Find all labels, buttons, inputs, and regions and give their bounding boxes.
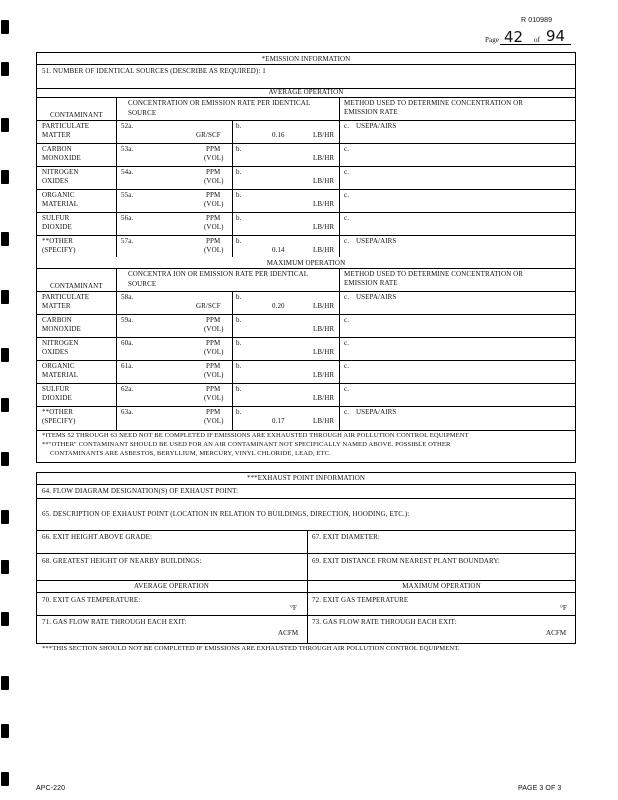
item-number: 58a. <box>121 293 134 301</box>
unit-lower: (VOL) <box>204 417 224 425</box>
method-value: USEPA/AIRS <box>356 122 397 130</box>
question-71: 71. GAS FLOW RATE THROUGH EACH EXIT: <box>42 618 187 626</box>
unit-upper: PPM <box>206 168 221 176</box>
header-emission-rate-avg: EMISSION RATE <box>344 108 398 116</box>
header-conc-max: CONCENTRA ION OR EMISSION RATE PER IDENTICAL <box>128 270 309 278</box>
rule <box>36 530 576 531</box>
binder-hole <box>1 452 9 466</box>
unit-upper: PPM <box>206 385 221 393</box>
page-number: 42 <box>504 28 524 46</box>
contaminant-name-line2: (SPECIFY) <box>42 246 76 254</box>
binder-hole <box>1 62 9 76</box>
unit-lower: (VOL) <box>204 394 224 402</box>
contaminant-name: PARTICULATE <box>42 122 90 130</box>
header-contaminant-avg: CONTAMINANT <box>50 111 103 119</box>
item-number: 54a. <box>121 168 134 176</box>
question-51: 51. NUMBER OF IDENTICAL SOURCES (DESCRIBE AS REQUIRED): 1 <box>42 67 266 75</box>
header-source-max: SOURCE <box>128 280 157 288</box>
field-c-label: c. <box>344 339 350 347</box>
contaminant-name-line2: OXIDES <box>42 348 69 356</box>
binder-hole <box>1 232 9 246</box>
lb-per-hr-unit: LB/HR <box>313 200 335 208</box>
lb-per-hr-unit: LB/HR <box>313 223 335 231</box>
unit-lower: (VOL) <box>204 246 224 254</box>
unit-upper: PPM <box>206 316 221 324</box>
rule <box>36 97 576 98</box>
rule <box>36 592 576 593</box>
rule <box>36 291 576 292</box>
rule <box>36 360 576 361</box>
page-label: Page <box>485 36 500 44</box>
question-70: 70. EXIT GAS TEMPERATURE: <box>42 596 141 604</box>
rule <box>36 430 576 431</box>
contaminant-name-line2: OXIDES <box>42 177 69 185</box>
contaminant-name: SULFUR <box>42 385 70 393</box>
unit-upper: PPM <box>206 237 221 245</box>
note-exhaust-section: ***THIS SECTION SHOULD NOT BE COMPLETED IF EMISSIONS ARE EXHAUSTED THROUGH AIR POLLUTION CONTROL EQUIPMENT. <box>42 645 460 652</box>
exhaust-title: ***EXHAUST POINT INFORMATION <box>246 474 366 482</box>
binder-hole <box>1 772 9 786</box>
lb-per-hr-unit: LB/HR <box>313 302 335 310</box>
field-b-label: b. <box>236 168 242 176</box>
field-c-label: c. <box>344 408 350 416</box>
rule <box>36 268 576 269</box>
contaminant-name-line2: MONOXIDE <box>42 325 81 333</box>
contaminant-name: CARBON <box>42 316 72 324</box>
unit-upper: PPM <box>206 408 221 416</box>
contaminant-name: NITROGEN <box>42 168 79 176</box>
average-operation-title: AVERAGE OPERATION <box>268 88 344 96</box>
contaminant-name-line2: DIOXIDE <box>42 223 72 231</box>
rule <box>36 383 576 384</box>
rule <box>36 189 576 190</box>
header-conc-avg: CONCENTRATION OR EMISSION RATE PER IDENTICAL <box>128 99 311 107</box>
field-c-label: c. <box>344 385 350 393</box>
rule <box>36 484 576 485</box>
lb-per-hr-unit: LB/HR <box>313 325 335 333</box>
lb-per-hr-unit: LB/HR <box>313 417 335 425</box>
field-b-label: b. <box>236 408 242 416</box>
acfm-max: ACFM <box>546 629 567 637</box>
unit-lower: (VOL) <box>204 177 224 185</box>
unit-lower: (VOL) <box>204 154 224 162</box>
field-b-label: b. <box>236 214 242 222</box>
contaminant-name-line2: MONOXIDE <box>42 154 81 162</box>
field-b-label: b. <box>236 122 242 130</box>
question-66: 66. EXIT HEIGHT ABOVE GRADE: <box>42 533 153 541</box>
contaminant-name-line2: (SPECIFY) <box>42 417 76 425</box>
question-65: 65. DESCRIPTION OF EXHAUST POINT (LOCATION IN RELATION TO BUILDINGS, DIRECTION, HOODING, ETC.): <box>42 510 410 518</box>
rule <box>36 64 576 65</box>
field-b-label: b. <box>236 293 242 301</box>
field-b-label: b. <box>236 385 242 393</box>
unit-lower: GR/SCF <box>196 302 221 310</box>
header-emission-rate-max: EMISSION RATE <box>344 279 398 287</box>
item-number: 52a. <box>121 122 134 130</box>
contaminant-name-line2: MATTER <box>42 131 71 139</box>
method-value: USEPA/AIRS <box>356 408 397 416</box>
question-72: 72. EXIT GAS TEMPERATURE <box>312 596 409 604</box>
contaminant-name: NITROGEN <box>42 339 79 347</box>
field-b-label: b. <box>236 339 242 347</box>
contaminant-name-line2: MATTER <box>42 302 71 310</box>
field-c-label: c. <box>344 168 350 176</box>
field-b-value: 0.16 <box>272 131 285 139</box>
unit-upper: PPM <box>206 339 221 347</box>
degrees-f-avg: °F <box>290 604 297 612</box>
lb-per-hr-unit: LB/HR <box>313 131 335 139</box>
item-number: 59a. <box>121 316 134 324</box>
document-number: R 010989 <box>521 17 553 24</box>
contaminant-name: ORGANIC <box>42 191 75 199</box>
item-number: 60a. <box>121 339 134 347</box>
field-c-label: c. <box>344 214 350 222</box>
field-b-label: b. <box>236 316 242 324</box>
rule <box>36 498 576 499</box>
binder-hole <box>1 676 9 690</box>
field-b-label: b. <box>236 145 242 153</box>
unit-lower: (VOL) <box>204 223 224 231</box>
lb-per-hr-unit: LB/HR <box>313 246 335 254</box>
rule <box>36 314 576 315</box>
emission-title: *EMISSION INFORMATION <box>261 55 351 63</box>
field-c-label: c. <box>344 145 350 153</box>
binder-hole <box>1 560 9 574</box>
note-possible-contaminants: CONTAMINANTS ARE ASBESTOS, BERYLLIUM, MERCURY, VINYL CHLORIDE, LEAD, ETC. <box>50 450 331 457</box>
unit-upper: PPM <box>206 145 221 153</box>
lb-per-hr-unit: LB/HR <box>313 348 335 356</box>
field-b-label: b. <box>236 362 242 370</box>
rule <box>36 212 576 213</box>
item-number: 53a. <box>121 145 134 153</box>
method-value: USEPA/AIRS <box>356 237 397 245</box>
field-b-value: 0.14 <box>272 246 285 254</box>
form-number: APC-220 <box>36 785 66 792</box>
binder-hole <box>1 612 9 626</box>
item-number: 63a. <box>121 408 134 416</box>
field-c-label: c. <box>344 122 350 130</box>
rule <box>36 553 576 554</box>
average-operation-label: AVERAGE OPERATION <box>134 582 209 590</box>
lb-per-hr-unit: LB/HR <box>313 394 335 402</box>
contaminant-name-line2: DIOXIDE <box>42 394 72 402</box>
field-b-value: 0.17 <box>272 417 285 425</box>
item-number: 55a. <box>121 191 134 199</box>
acfm-avg: ACFM <box>278 629 299 637</box>
contaminant-name: ORGANIC <box>42 362 75 370</box>
rule <box>36 120 576 121</box>
unit-upper: PPM <box>206 214 221 222</box>
maximum-operation-title: MAXIMUM OPERATION <box>266 259 346 267</box>
page-total: 94 <box>546 27 566 45</box>
page-of-label: of <box>534 36 541 44</box>
binder-hole <box>1 724 9 738</box>
binder-hole <box>1 118 9 132</box>
field-c-label: c. <box>344 237 350 245</box>
page-footer: PAGE 3 OF 3 <box>518 785 562 792</box>
note-other-contaminant: **"OTHER" CONTAMINANT SHOULD BE USED FOR AN AIR CONTAMINANT NOT SPECIFICALLY NAMED ABOVE. POSSIBLE OTHER <box>42 441 451 448</box>
contaminant-name: **OTHER <box>42 237 74 245</box>
field-c-label: c. <box>344 191 350 199</box>
rule <box>36 337 576 338</box>
unit-lower: (VOL) <box>204 200 224 208</box>
field-b-label: b. <box>236 237 242 245</box>
contaminant-name: SULFUR <box>42 214 70 222</box>
maximum-operation-label: MAXIMUM OPERATION <box>402 582 481 590</box>
page-underline <box>500 44 571 45</box>
rule <box>36 235 576 236</box>
contaminant-name-line2: MATERIAL <box>42 371 79 379</box>
contaminant-name-line2: MATERIAL <box>42 200 79 208</box>
rule <box>339 97 340 257</box>
lb-per-hr-unit: LB/HR <box>313 154 335 162</box>
binder-hole <box>1 290 9 304</box>
note-items-52-63: *ITEMS 52 THROUGH 63 NEED NOT BE COMPLETED IF EMISSIONS ARE EXHAUSTED THROUGH AIR POLLUTION CONTROL EQUIPMENT <box>42 432 469 439</box>
question-68: 68. GREATEST HEIGHT OF NEARBY BUILDINGS: <box>42 557 202 565</box>
unit-upper: PPM <box>206 362 221 370</box>
binder-hole <box>1 348 9 362</box>
binder-hole <box>1 510 9 524</box>
unit-lower: (VOL) <box>204 325 224 333</box>
item-number: 57a. <box>121 237 134 245</box>
rule <box>116 97 117 257</box>
emission-section <box>36 52 576 463</box>
binder-hole <box>1 398 9 412</box>
degrees-f-max: °F <box>560 604 567 612</box>
item-number: 61a. <box>121 362 134 370</box>
unit-upper: PPM <box>206 191 221 199</box>
item-number: 56a. <box>121 214 134 222</box>
lb-per-hr-unit: LB/HR <box>313 177 335 185</box>
item-number: 62a. <box>121 385 134 393</box>
question-69: 69. EXIT DISTANCE FROM NEAREST PLANT BOUNDARY: <box>312 557 500 565</box>
header-contaminant-max: CONTAMINANT <box>50 282 103 290</box>
header-method-avg: METHOD USED TO DETERMINE CONCENTRATION OR <box>344 99 524 107</box>
field-b-label: b. <box>236 191 242 199</box>
rule <box>36 406 576 407</box>
method-value: USEPA/AIRS <box>356 293 397 301</box>
question-73: 73. GAS FLOW RATE THROUGH EACH EXIT: <box>312 618 457 626</box>
unit-lower: GR/SCF <box>196 131 221 139</box>
question-64: 64. FLOW DIAGRAM DESIGNATION(S) OF EXHAUST POINT: <box>42 487 239 495</box>
contaminant-name: CARBON <box>42 145 72 153</box>
header-method-max: METHOD USED TO DETERMINE CONCENTRATION OR <box>344 270 524 278</box>
unit-lower: (VOL) <box>204 371 224 379</box>
binder-hole <box>1 20 9 34</box>
unit-lower: (VOL) <box>204 348 224 356</box>
binder-hole <box>1 170 9 184</box>
rule <box>36 143 576 144</box>
lb-per-hr-unit: LB/HR <box>313 371 335 379</box>
field-c-label: c. <box>344 362 350 370</box>
question-67: 67. EXIT DIAMETER: <box>312 533 380 541</box>
header-source-avg: SOURCE <box>128 109 157 117</box>
rule <box>36 166 576 167</box>
contaminant-name: PARTICULATE <box>42 293 90 301</box>
field-c-label: c. <box>344 316 350 324</box>
field-c-label: c. <box>344 293 350 301</box>
contaminant-name: **OTHER <box>42 408 74 416</box>
field-b-value: 0.20 <box>272 302 285 310</box>
rule <box>36 580 576 581</box>
rule <box>36 615 576 616</box>
